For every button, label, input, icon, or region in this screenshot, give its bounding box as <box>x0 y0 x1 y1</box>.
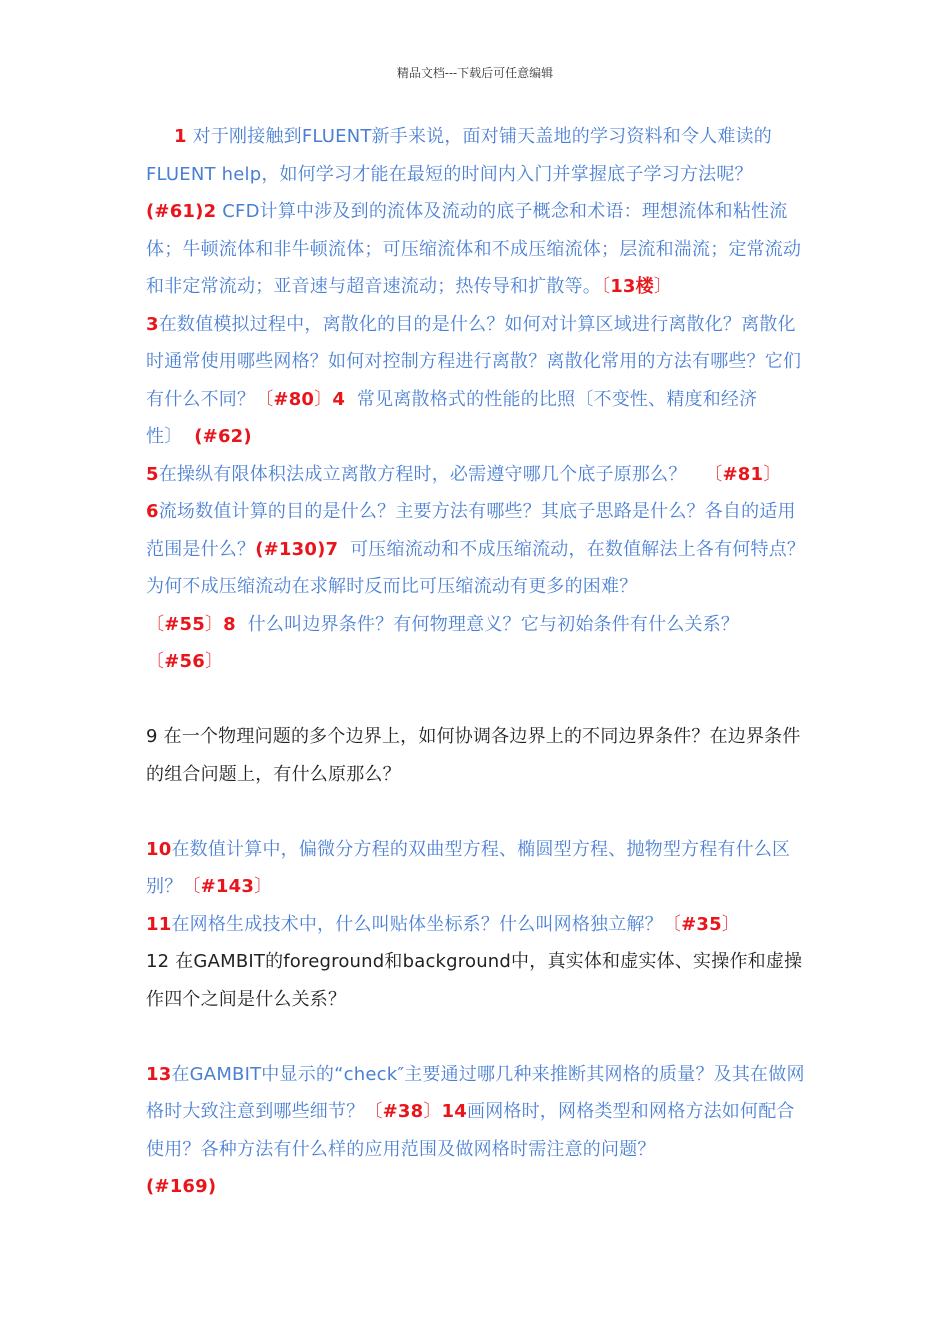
reference-tag: #55 <box>164 613 205 635</box>
reference-tag: #81 <box>722 463 764 485</box>
reference-bracket: 〕 <box>204 613 224 635</box>
page-header: 精品文档---下载后可任意编辑 <box>396 66 554 80</box>
question-2 <box>146 193 806 306</box>
reference-tag: #56 <box>164 651 205 672</box>
question-text: 在操纵有限体积法成立离散方程时，必需遵守哪几个底子原那么？ <box>158 463 687 485</box>
question-text: 在数值模拟过程中，离散化的目的是什么？如何对计算区域进行离散化？离散化时通常使用哪些网格？如何对控制方程进行离散？离散化常用的方法有哪些？它们有什么不同？ <box>146 313 802 410</box>
reference-bracket: 〕 <box>254 876 273 897</box>
question-number: 3 <box>146 313 159 335</box>
question-8 <box>146 606 806 681</box>
reference-tag: (#61) <box>146 201 204 222</box>
reference-tag: (#130) <box>255 538 326 560</box>
question-text: 可压缩流动和不成压缩流动，在数值解法上各有何特点？为何不成压缩流动在求解时反而比可压缩流动有更多的困难？ <box>146 538 806 597</box>
reference-bracket: 〔 <box>255 388 274 410</box>
question-text: 在GAMBIT中显示的“check″主要通过哪几种来推断其网格的质量？及其在做网格时大致注意到哪些细节？ <box>146 1063 805 1122</box>
question-number: 4 <box>332 388 346 410</box>
question-1 <box>146 118 806 193</box>
reference-tag: (#62) <box>194 426 252 447</box>
reference-bracket: 〔 <box>146 651 165 672</box>
question-12: 12 在GAMBIT的foreground和background中，真实体和虚实体、实操作和虚操作四个之间是什么关系？ <box>146 951 803 1010</box>
reference-bracket: 〕 <box>423 1101 442 1122</box>
question-number: 7 <box>325 538 339 560</box>
reference-bracket: 〔 <box>662 913 682 935</box>
question-3 <box>146 306 806 456</box>
reference-bracket: 〔 <box>704 463 723 485</box>
question-11 <box>146 906 806 944</box>
question-number: 13 <box>146 1063 172 1085</box>
reference-tag: #35 <box>681 913 722 935</box>
question-text: 对于刚接触到FLUENT新手来说，面对铺天盖地的学习资料和令人难读的FLUENT help，如何学习才能在最短的时间内入门并掌握底子学习方法呢？ <box>146 126 772 185</box>
question-text: 画网格时，网格类型和网格方法如何配合使用？各种方法有什么样的应用范围及做网格时需注意的问题？ <box>146 1101 795 1160</box>
reference-bracket: 〕 <box>314 388 333 410</box>
question-10 <box>146 831 806 906</box>
question-13 <box>146 1056 806 1206</box>
question-number: 10 <box>146 838 172 860</box>
reference-bracket: 〔 <box>182 876 201 897</box>
question-9: 9 在一个物理问题的多个边界上，如何协调各边界上的不同边界条件？在边界条件的组合问题上，有什么原那么？ <box>146 726 801 785</box>
question-6 <box>146 493 806 606</box>
question-number: 14 <box>441 1101 467 1122</box>
question-5 <box>146 456 806 494</box>
spacer <box>146 681 806 719</box>
question-number: 6 <box>146 501 159 522</box>
question-text: 流场数值计算的目的是什么？主要方法有哪些？其底子思路是什么？各自的适用范围是什么？ <box>146 501 796 560</box>
reference-bracket: 〕 <box>204 651 224 672</box>
reference-bracket: 〔 <box>364 1101 383 1122</box>
reference-bracket: 〕 <box>763 463 782 485</box>
spacer <box>146 1018 806 1056</box>
question-number: 1 <box>174 126 187 147</box>
question-text: 什么叫边界条件？有何物理意义？它与初始条件有什么关系？ <box>247 613 740 635</box>
question-number: 2 <box>203 201 217 222</box>
reference-bracket: 〔 <box>146 613 165 635</box>
reference-tag: #143 <box>200 876 255 897</box>
question-text: CFD计算中涉及到的流体及流动的底子概念和术语：理想流体和粘性流体；牛顿流体和非牛顿流体；可压缩流体和不成压缩流体；层流和湍流；定常流动和非定常流动；亚音速与超音速流动；热传导和扩散等。 <box>146 201 802 297</box>
reference-tag: 13楼 <box>610 276 654 297</box>
reference-tag: #80 <box>273 388 315 410</box>
spacer <box>146 793 806 831</box>
question-text: 常见离散格式的性能的比照〔不变性、精度和经济性〕 <box>146 388 758 447</box>
reference-bracket: 〕 <box>721 913 740 935</box>
question-number: 11 <box>146 913 172 935</box>
question-number: 5 <box>146 463 159 485</box>
question-text: 在网格生成技术中，什么叫贴体坐标系？什么叫网格独立解？ <box>171 913 663 935</box>
reference-tag: (#169) <box>146 1176 217 1197</box>
question-number: 8 <box>223 613 236 635</box>
question-text: 在数值计算中，偏微分方程的双曲型方程、椭圆型方程、抛物型方程有什么区别？ <box>146 838 791 897</box>
reference-tag: #38 <box>382 1101 424 1122</box>
reference-bracket: 〔 <box>601 276 611 297</box>
reference-bracket: 〕 <box>653 276 673 297</box>
document-body <box>146 118 806 1206</box>
